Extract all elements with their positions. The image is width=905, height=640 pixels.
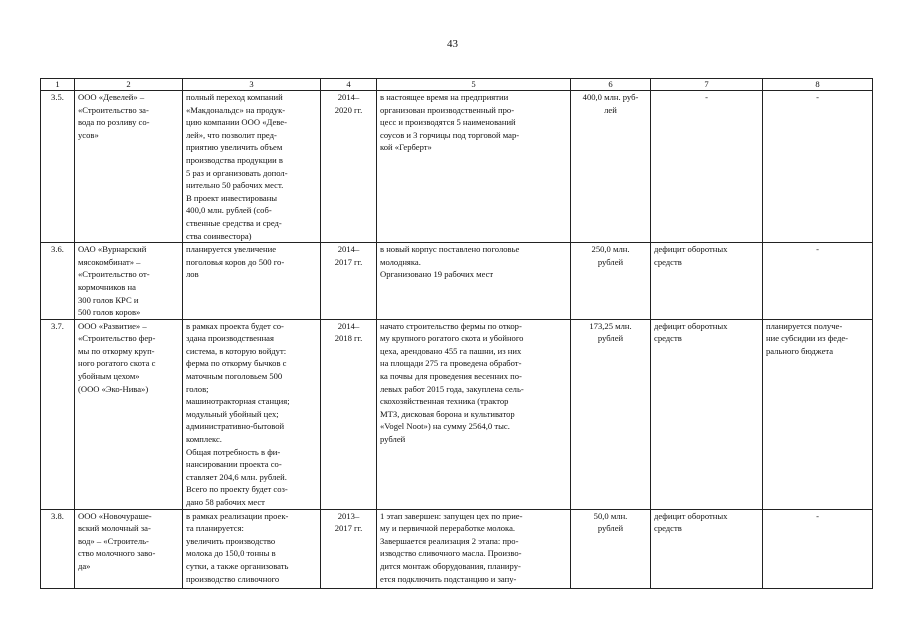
cell-line: 2014– <box>337 320 360 331</box>
cell-line: изводство сливочного масла. Произво- <box>380 548 522 559</box>
cell-line: - <box>816 244 819 255</box>
cell-line: кормочников на <box>78 281 136 292</box>
header-row <box>41 79 873 91</box>
cell-line: ООО «Девелей» – <box>78 92 145 102</box>
cell-line: производство сливочного <box>186 573 280 584</box>
page-number: 43 <box>447 38 458 50</box>
cell-line: «Vogel Noot») на сумму 2564,0 тыс. <box>380 421 510 432</box>
cell-line: планируется получе- <box>766 320 843 331</box>
organization-cell <box>75 243 183 320</box>
amount-cell <box>571 91 651 243</box>
table-row <box>41 243 873 320</box>
cell-line: лей <box>604 104 617 115</box>
cell-line: левых работ 2015 года, закуплена сель- <box>380 383 524 394</box>
cell-line: (ООО «Эко-Нива») <box>78 383 149 394</box>
cell-line: 2020 гг. <box>334 104 363 115</box>
cell-line: - <box>816 510 819 521</box>
row-number <box>41 319 75 509</box>
cell-line: в новый корпус поставлено поголовье <box>380 244 520 255</box>
cell-line: комплекс. <box>186 434 222 445</box>
cell-line: ства соинвестора) <box>186 230 252 241</box>
cell-line: 2017 гг. <box>334 523 363 534</box>
cell-line: 500 голов коров» <box>78 307 141 318</box>
cell-line: 400,0 млн. рублей (соб- <box>186 205 272 216</box>
cell-line: модульный убойный цех; <box>186 408 279 419</box>
cell-line: ООО «Развитие» – <box>78 320 147 331</box>
cell-line: скохозяйственная техника (трактор <box>380 396 509 407</box>
status-cell <box>377 91 571 243</box>
cell-line: 250,0 млн. <box>591 244 630 255</box>
cell-text: 3.8. <box>51 510 64 521</box>
cell-line: МТЗ, дисковая борона и культиватор <box>380 408 515 419</box>
cell-line: та планируется: <box>186 523 244 534</box>
project-description-cell <box>183 509 321 588</box>
cell-line: 2014– <box>337 244 360 255</box>
header-cell: 1 <box>41 79 75 91</box>
table-row <box>41 509 873 588</box>
cell-line: увеличить производство <box>186 535 276 546</box>
status-cell <box>377 319 571 509</box>
cell-line: ственные средства и сред- <box>186 217 282 228</box>
period-cell <box>321 243 377 320</box>
cell-line: ка почвы для проведения весенних по- <box>380 371 522 382</box>
cell-line: поголовья коров до 500 го- <box>186 256 285 267</box>
period-cell <box>321 509 377 588</box>
cell-line: дано 58 рабочих мест <box>186 497 265 507</box>
cell-line: вод» – «Строитель- <box>78 535 149 546</box>
cell-line: му крупного рогатого скота и убойного <box>380 333 524 344</box>
header-cell: 2 <box>75 79 183 91</box>
cell-line: начато строительство фермы по откор- <box>380 320 522 331</box>
cell-line: цию компании ООО «Деве- <box>186 117 287 128</box>
cell-line: - <box>705 92 708 102</box>
cell-line: голов; <box>186 383 209 394</box>
project-description-cell <box>183 91 321 243</box>
header-cell: 3 <box>183 79 321 91</box>
cell-line: ООО «Новочураше- <box>78 510 152 521</box>
cell-line: система, в которую войдут: <box>186 345 287 356</box>
cell-line: административно-бытовой <box>186 421 285 432</box>
amount-cell <box>571 243 651 320</box>
cell-line: рублей <box>597 333 624 344</box>
cell-line: 5 раз и организовать допол- <box>186 167 288 178</box>
cell-line: мясокомбинат» – <box>78 256 141 267</box>
table-row <box>41 319 873 509</box>
cell-line: ние субсидии из феде- <box>766 333 849 344</box>
period-cell <box>321 91 377 243</box>
cell-line: в рамках проекта будет со- <box>186 320 284 331</box>
cell-line: соусов и 3 горчицы под торговой мар- <box>380 129 520 140</box>
cell-line: му и первичной переработке молока. <box>380 523 516 534</box>
cell-line: ферма по откорму бычков с <box>186 358 287 369</box>
cell-line: 50,0 млн. <box>593 510 628 521</box>
cell-line: маточным поголовьем 500 <box>186 371 283 382</box>
cell-line: ного рогатого скота с <box>78 358 156 369</box>
problems-cell <box>651 91 763 243</box>
cell-line: дефицит оборотных <box>654 320 728 331</box>
cell-line: Организовано 19 рабочих мест <box>380 269 494 280</box>
header-cell: 6 <box>571 79 651 91</box>
status-cell <box>377 509 571 588</box>
cell-line: полный переход компаний <box>186 92 283 102</box>
cell-line: цеха, арендовано 455 га пашни, из них <box>380 345 522 356</box>
cell-line: 300 голов КРС и <box>78 294 139 305</box>
cell-line: 2013– <box>337 510 360 521</box>
cell-line: 2018 гг. <box>334 333 363 344</box>
cell-line: 400,0 млн. руб- <box>582 92 639 102</box>
status-cell <box>377 243 571 320</box>
cell-line: молодняка. <box>380 256 421 267</box>
cell-line: Завершается реализация 2 этапа: про- <box>380 535 519 546</box>
cell-line: лей», что позволит пред- <box>186 129 277 140</box>
cell-line: «Строительство за- <box>78 104 149 115</box>
cell-line: рублей <box>597 256 624 267</box>
measures-cell <box>763 509 873 588</box>
measures-cell <box>763 319 873 509</box>
cell-text: 3.7. <box>51 320 64 331</box>
cell-line: рального бюджета <box>766 345 834 356</box>
cell-line: - <box>816 92 819 102</box>
header-cell: 5 <box>377 79 571 91</box>
cell-line: вский молочный за- <box>78 523 151 534</box>
cell-line: нансировании проекта со- <box>186 459 282 470</box>
cell-line: ставляет 204,6 млн. рублей. <box>186 471 287 482</box>
cell-line: «Строительство фер- <box>78 333 156 344</box>
cell-text: 3.5. <box>51 92 64 102</box>
cell-line: дефицит оборотных <box>654 244 728 255</box>
cell-line: Общая потребность в фи- <box>186 446 281 457</box>
amount-cell <box>571 319 651 509</box>
row-number <box>41 243 75 320</box>
organization-cell <box>75 509 183 588</box>
cell-line: да» <box>78 560 91 571</box>
organization-cell <box>75 319 183 509</box>
cell-line: убойным цехом» <box>78 371 140 382</box>
cell-line: средств <box>654 523 682 534</box>
cell-line: дится монтаж оборудования, планиру- <box>380 560 521 571</box>
cell-line: средств <box>654 256 682 267</box>
cell-line: рублей <box>597 523 624 534</box>
table-row <box>41 91 873 243</box>
cell-line: «Макдональдс» на продук- <box>186 104 286 115</box>
cell-line: машинотракторная станция; <box>186 396 290 407</box>
cell-line: рублей <box>380 434 406 445</box>
cell-line: дефицит оборотных <box>654 510 728 521</box>
period-cell <box>321 319 377 509</box>
header-cell: 7 <box>651 79 763 91</box>
cell-line: в рамках реализации проек- <box>186 510 289 521</box>
project-description-cell <box>183 319 321 509</box>
cell-line: в настоящее время на предприятии <box>380 92 509 102</box>
cell-line: 1 этап завершен: запущен цех по прие- <box>380 510 523 521</box>
cell-line: приятию увеличить объем <box>186 142 283 153</box>
cell-line: сутки, а также организовать <box>186 560 289 571</box>
cell-line: 2017 гг. <box>334 256 363 267</box>
cell-line: ется подключить подстанцию и запу- <box>380 573 517 584</box>
measures-cell <box>763 243 873 320</box>
cell-line: молока до 150,0 тонны в <box>186 548 276 559</box>
cell-line: 2014– <box>337 92 360 102</box>
cell-line: усов» <box>78 129 99 140</box>
cell-line: нительно 50 рабочих мест. <box>186 180 284 191</box>
cell-line: «Строительство от- <box>78 269 150 280</box>
cell-line: лов <box>186 269 199 280</box>
cell-text: 3.6. <box>51 244 64 255</box>
cell-line: кой «Герберт» <box>380 142 432 153</box>
cell-line: планируется увеличение <box>186 244 277 255</box>
header-cell: 8 <box>763 79 873 91</box>
row-number <box>41 509 75 588</box>
measures-cell <box>763 91 873 243</box>
cell-line: ство молочного заво- <box>78 548 156 559</box>
cell-line: В проект инвестированы <box>186 192 278 203</box>
cell-line: 173,25 млн. <box>589 320 632 331</box>
cell-line: мы по откорму круп- <box>78 345 155 356</box>
cell-line: производства продукции в <box>186 154 283 165</box>
cell-line: на площади 275 га проведена обработ- <box>380 358 522 369</box>
amount-cell <box>571 509 651 588</box>
cell-line: Всего по проекту будет соз- <box>186 484 288 495</box>
cell-line: средств <box>654 333 682 344</box>
problems-cell <box>651 243 763 320</box>
problems-cell <box>651 509 763 588</box>
cell-line: цесс и производятся 5 наименований <box>380 117 516 128</box>
cell-line: организован производственный про- <box>380 104 515 115</box>
problems-cell <box>651 319 763 509</box>
row-number <box>41 91 75 243</box>
projects-table <box>40 78 873 589</box>
project-description-cell <box>183 243 321 320</box>
header-cell: 4 <box>321 79 377 91</box>
cell-line: вода по розливу со- <box>78 117 150 128</box>
cell-line: ОАО «Вурнарский <box>78 244 147 255</box>
organization-cell <box>75 91 183 243</box>
cell-line: здана производственная <box>186 333 274 344</box>
